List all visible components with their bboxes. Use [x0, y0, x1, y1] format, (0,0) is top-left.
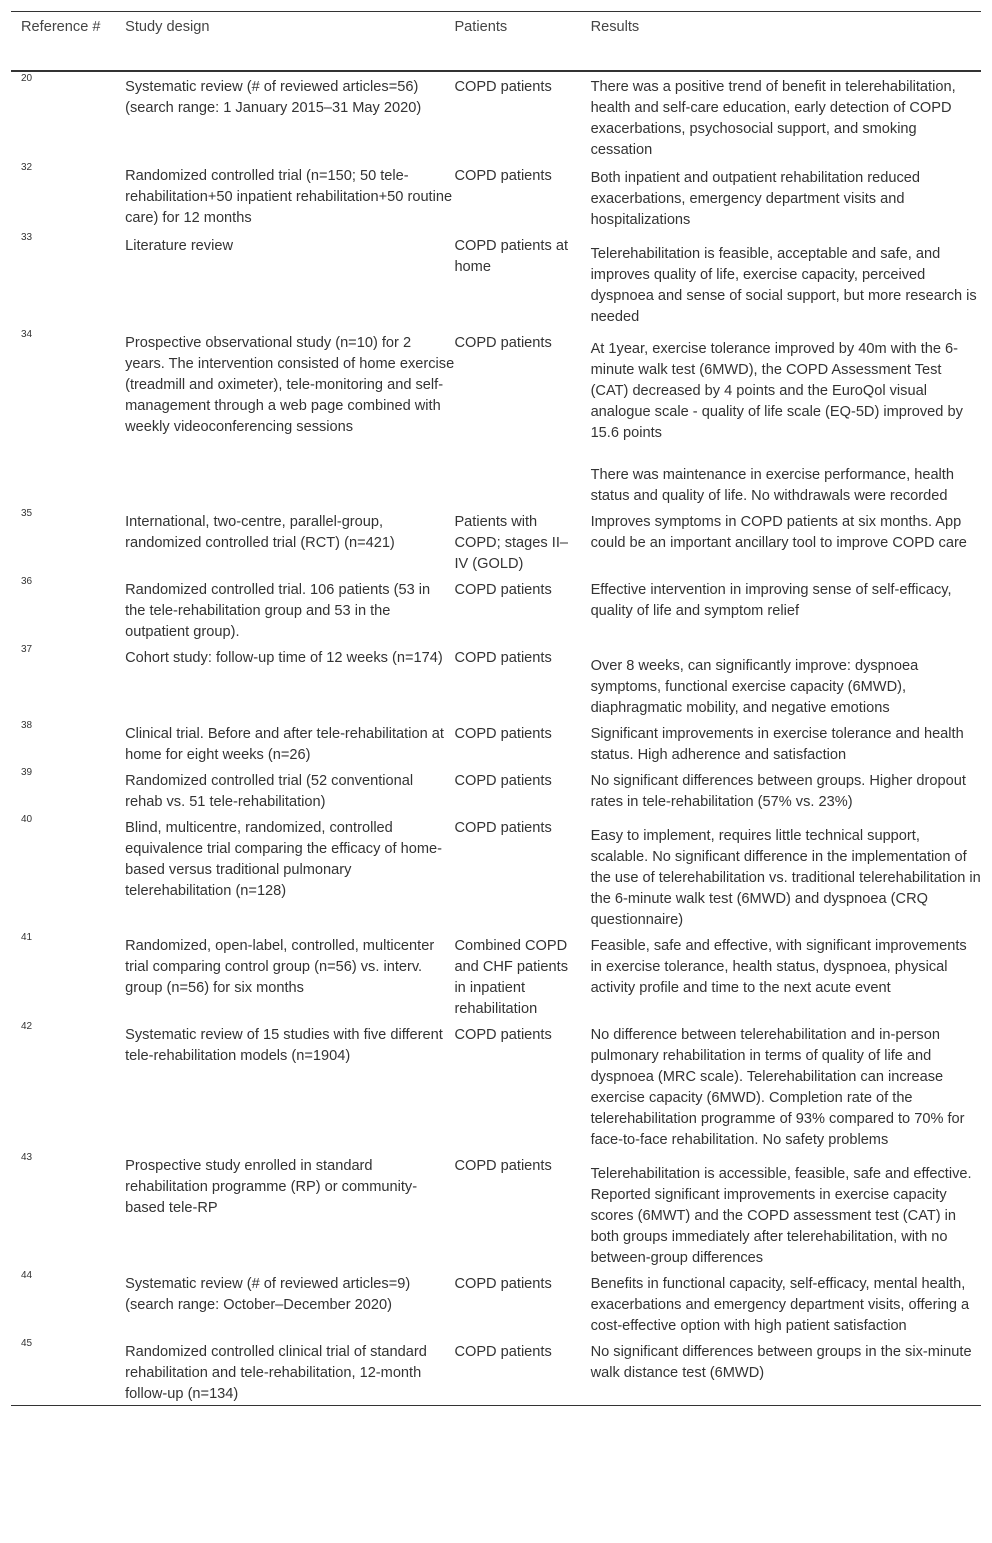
- cell-patients: [454, 766, 590, 813]
- cell-results: [591, 766, 981, 813]
- results-text: Easy to implement, requires little technical support, scalable. No significant difference in the implementation of the use of telerehabilitation vs. traditional telerehabilitation in the 6-minute walk test (6MWD) and dyspnoea (CRQ questionnaire): [590, 828, 981, 928]
- patients-text: COPD patients at home: [454, 238, 568, 275]
- results-text: At 1year, exercise tolerance improved by 40m with the 6-minute walk test (6MWD), the COPD Assessment Test (CAT) decreased by 4 points and the EuroQol visual analogue scale - quality of life scale (EQ-5D) improved by 15.6 points: [590, 341, 963, 441]
- results-text: Effective intervention in improving sense of self-efficacy, quality of life and symptom relief: [590, 582, 952, 619]
- cell-reference: [11, 328, 125, 507]
- cell-patients: [454, 71, 590, 161]
- cell-patients: [454, 643, 590, 719]
- study-design-text: Literature review: [125, 238, 233, 254]
- study-design-text: International, two-centre, parallel-group, randomized controlled trial (RCT) (n=421): [125, 514, 395, 551]
- study-design-text: Randomized, open-label, controlled, multicenter trial comparing control group (n=56) vs. interv. group (n=56) for six months: [125, 938, 435, 996]
- results-text: There was a positive trend of benefit in telerehabilitation, health and self-care education, early detection of COPD exacerbations, psychosocial support, and smoking cessation: [590, 79, 956, 158]
- reference-number: 20: [21, 73, 33, 84]
- cell-patients: [454, 507, 590, 575]
- table-row: [11, 931, 981, 1020]
- cell-study-design: [125, 1151, 454, 1269]
- results-text: Both inpatient and outpatient rehabilitation reduced exacerbations, emergency department visits and hospitalizations: [590, 170, 920, 228]
- reference-number: 44: [21, 1270, 33, 1281]
- table-row: [11, 1020, 981, 1151]
- studies-table: [11, 11, 981, 1406]
- cell-results: [591, 231, 981, 328]
- cell-results: [591, 1337, 981, 1406]
- patients-text: COPD patients: [454, 1276, 552, 1292]
- cell-patients: [454, 231, 590, 328]
- cell-reference: [11, 161, 125, 231]
- cell-reference: [11, 71, 125, 161]
- patients-text: COPD patients: [454, 1027, 552, 1043]
- patients-text: COPD patients: [454, 335, 552, 351]
- cell-reference: [11, 766, 125, 813]
- cell-study-design: [125, 231, 454, 328]
- table-row: [11, 507, 981, 575]
- reference-number: 43: [21, 1152, 33, 1163]
- patients-text: COPD patients: [454, 726, 552, 742]
- results-text: Significant improvements in exercise tolerance and health status. High adherence and satisfaction: [590, 726, 964, 763]
- cell-results: [591, 71, 981, 161]
- table-header: [11, 12, 981, 72]
- patients-text: COPD patients: [454, 773, 552, 789]
- cell-study-design: [125, 1020, 454, 1151]
- patients-text: COPD patients: [454, 1344, 552, 1360]
- cell-study-design: [125, 719, 454, 766]
- results-text: Feasible, safe and effective, with significant improvements in exercise tolerance, health status, dyspnoea, physical activity profile and time to the next acute event: [590, 938, 967, 996]
- table-row: [11, 719, 981, 766]
- cell-results: [591, 507, 981, 575]
- patients-text: COPD patients: [454, 582, 552, 598]
- cell-study-design: [125, 766, 454, 813]
- patients-text: Patients with COPD; stages II–IV (GOLD): [454, 514, 568, 572]
- table-row: [11, 1337, 981, 1406]
- reference-number: 41: [21, 932, 33, 943]
- table-row: [11, 643, 981, 719]
- header-study-design: Study design: [125, 12, 454, 72]
- cell-reference: [11, 813, 125, 931]
- patients-text: COPD patients: [454, 168, 552, 184]
- table-row: [11, 575, 981, 643]
- cell-study-design: [125, 643, 454, 719]
- cell-study-design: [125, 575, 454, 643]
- cell-patients: [454, 575, 590, 643]
- cell-reference: [11, 231, 125, 328]
- cell-results: [591, 575, 981, 643]
- patients-text: Combined COPD and CHF patients in inpatient rehabilitation: [454, 938, 569, 1017]
- table-row: [11, 231, 981, 328]
- results-text: Over 8 weeks, can significantly improve: dyspnoea symptoms, functional exercise capacity (6MWD), diaphragmatic mobility, and negative emotions: [590, 658, 919, 716]
- cell-reference: [11, 1337, 125, 1406]
- cell-study-design: [125, 1269, 454, 1337]
- cell-patients: [454, 719, 590, 766]
- cell-reference: [11, 931, 125, 1020]
- cell-reference: [11, 1269, 125, 1337]
- table-row: [11, 328, 981, 507]
- reference-number: 34: [21, 329, 33, 340]
- cell-reference: [11, 643, 125, 719]
- results-text: Telerehabilitation is feasible, acceptable and safe, and improves quality of life, exercise capacity, perceived dyspnoea and sense of social support, but more research is needed: [590, 246, 977, 325]
- cell-results: [591, 328, 981, 507]
- study-design-text: Prospective observational study (n=10) for 2 years. The intervention consisted of home exercise (treadmill and oximeter), tele-monitoring and self-management through a web page combined with weekly videoconferencing sessions: [125, 335, 455, 435]
- study-design-text: Cohort study: follow-up time of 12 weeks (n=174): [125, 650, 443, 666]
- cell-patients: [454, 1020, 590, 1151]
- reference-number: 37: [21, 644, 33, 655]
- study-design-text: Blind, multicentre, randomized, controlled equivalence trial comparing the efficacy of home-based versus traditional pulmonary telerehabilitation (n=128): [125, 820, 443, 899]
- cell-results: [591, 1020, 981, 1151]
- cell-study-design: [125, 931, 454, 1020]
- reference-number: 32: [21, 162, 33, 173]
- table-row: [11, 1151, 981, 1269]
- results-text: No significant differences between groups in the six-minute walk distance test (6MWD): [590, 1344, 972, 1381]
- cell-patients: [454, 328, 590, 507]
- study-design-text: Randomized controlled clinical trial of standard rehabilitation and tele-rehabilitation, 12-month follow-up (n=134): [125, 1344, 427, 1402]
- table-row: [11, 766, 981, 813]
- results-text: No significant differences between groups. Higher dropout rates in tele-rehabilitation (57% vs. 23%): [590, 773, 966, 810]
- cell-reference: [11, 1020, 125, 1151]
- reference-number: 36: [21, 576, 33, 587]
- cell-results: [591, 813, 981, 931]
- table-row: [11, 71, 981, 161]
- study-design-text: Prospective study enrolled in standard rehabilitation programme (RP) or community-based tele-RP: [125, 1158, 418, 1216]
- cell-results: [591, 931, 981, 1020]
- reference-number: 45: [21, 1338, 33, 1349]
- study-design-text: Systematic review (# of reviewed articles=9) (search range: October–December 2020): [125, 1276, 411, 1313]
- reference-number: 40: [21, 814, 33, 825]
- cell-results: [591, 161, 981, 231]
- cell-patients: [454, 1151, 590, 1269]
- results-text: Telerehabilitation is accessible, feasible, safe and effective. Reported significant improvements in exercise capacity scores (6MWT) and the COPD assessment test (CAT) in both groups immediately after telerehabilitation, with no between-group differences: [590, 1166, 972, 1266]
- cell-patients: [454, 161, 590, 231]
- results-text: Improves symptoms in COPD patients at six months. App could be an important ancillary tool to improve COPD care: [590, 514, 967, 551]
- cell-reference: [11, 1151, 125, 1269]
- cell-study-design: [125, 328, 454, 507]
- cell-results: [591, 1269, 981, 1337]
- cell-study-design: [125, 71, 454, 161]
- cell-reference: [11, 507, 125, 575]
- table-row: [11, 1269, 981, 1337]
- cell-patients: [454, 931, 590, 1020]
- study-design-text: Systematic review (# of reviewed articles=56) (search range: 1 January 2015–31 May 2020): [125, 79, 422, 116]
- cell-study-design: [125, 161, 454, 231]
- cell-patients: [454, 1269, 590, 1337]
- study-design-text: Randomized controlled trial (n=150; 50 tele-rehabilitation+50 inpatient rehabilitation+50 routine care) for 12 months: [125, 168, 453, 226]
- cell-study-design: [125, 1337, 454, 1406]
- cell-results: [591, 719, 981, 766]
- patients-text: COPD patients: [454, 79, 552, 95]
- study-design-text: Randomized controlled trial. 106 patients (53 in the tele-rehabilitation group and 53 in the outpatient group).: [125, 582, 431, 640]
- patients-text: COPD patients: [454, 820, 552, 836]
- table-body: [11, 71, 981, 1406]
- patients-text: COPD patients: [454, 650, 552, 666]
- cell-patients: [454, 813, 590, 931]
- table-row: [11, 161, 981, 231]
- cell-study-design: [125, 813, 454, 931]
- header-results: Results: [591, 12, 981, 72]
- reference-number: 42: [21, 1021, 33, 1032]
- study-design-text: Clinical trial. Before and after tele-rehabilitation at home for eight weeks (n=26): [125, 726, 444, 763]
- results-text: No difference between telerehabilitation and in-person pulmonary rehabilitation in terms of quality of life and dyspnoea (MRC scale). Telerehabilitation can increase exercise capacity (6MWD). Completion rate of the telerehabilitation programme of 93% compared to 70% for face-to-face rehabilitation. No safety problems: [590, 1027, 965, 1148]
- reference-number: 39: [21, 767, 33, 778]
- cell-reference: [11, 719, 125, 766]
- cell-patients: [454, 1337, 590, 1406]
- study-design-text: Systematic review of 15 studies with five different tele-rehabilitation models (n=1904): [125, 1027, 443, 1064]
- reference-number: 35: [21, 508, 33, 519]
- cell-results: [591, 1151, 981, 1269]
- cell-study-design: [125, 507, 454, 575]
- cell-results: [591, 643, 981, 719]
- studies-table-container: [11, 11, 981, 1406]
- reference-number: 33: [21, 232, 33, 243]
- results-text: There was maintenance in exercise performance, health status and quality of life. No withdrawals were recorded: [590, 467, 954, 504]
- reference-number: 38: [21, 720, 33, 731]
- cell-reference: [11, 575, 125, 643]
- results-text: Benefits in functional capacity, self-efficacy, mental health, exacerbations and emergency department visits, offering a cost-effective option with high patient satisfaction: [590, 1276, 970, 1334]
- header-row: [11, 12, 981, 72]
- table-row: [11, 813, 981, 931]
- patients-text: COPD patients: [454, 1158, 552, 1174]
- header-reference: Reference #: [11, 12, 125, 72]
- study-design-text: Randomized controlled trial (52 conventional rehab vs. 51 tele-rehabilitation): [125, 773, 414, 810]
- header-patients: Patients: [454, 12, 590, 72]
